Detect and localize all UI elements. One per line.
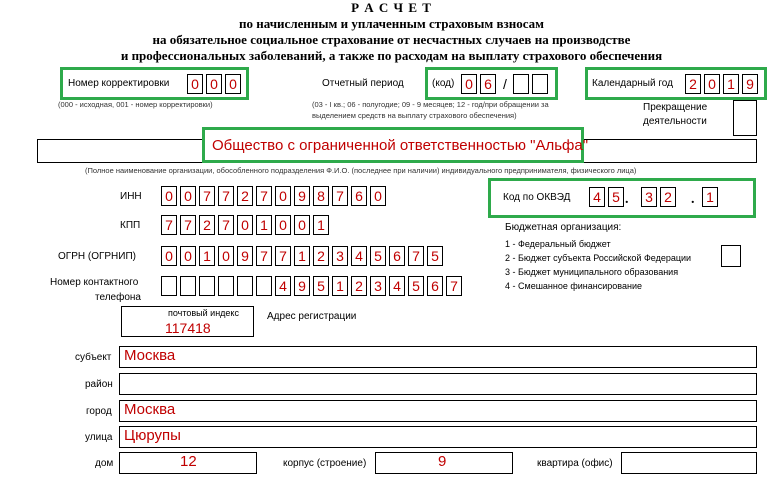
okved-dot-1: . [625,192,629,207]
phone-cell[interactable]: 9 [294,276,310,296]
ogrn-cell[interactable]: 7 [275,246,291,266]
ogrn-cell[interactable]: 5 [370,246,386,266]
ogrn-cell[interactable]: 6 [389,246,405,266]
house-value: 12 [180,453,197,470]
period-code-field[interactable] [461,74,499,94]
kpp-cell[interactable]: 7 [180,215,196,235]
phone-cell[interactable] [256,276,272,296]
correction-field[interactable] [187,74,244,94]
building-value: 9 [438,453,447,470]
year-label: Календарный год [592,78,673,89]
phone-cell[interactable]: 7 [446,276,462,296]
kpp-cell[interactable]: 2 [199,215,215,235]
inn-cell[interactable]: 0 [370,186,386,206]
correction-cell[interactable]: 0 [225,74,241,94]
inn-cell[interactable]: 7 [199,186,215,206]
inn-cell[interactable]: 7 [332,186,348,206]
phone-label-2: телефона [95,292,141,303]
house-label: дом [95,458,114,469]
budget-item-2: 2 - Бюджет субъекта Российской Федерации [505,253,692,263]
period-extra-field[interactable] [513,74,551,94]
ogrn-label: ОГРН (ОГРНИП) [58,251,136,262]
postal-code-label: почтовый индекс [168,308,239,318]
correction-cell[interactable]: 0 [187,74,203,94]
ogrn-cell[interactable]: 7 [256,246,272,266]
ogrn-field[interactable] [161,246,446,266]
year-cell[interactable]: 1 [723,74,739,94]
okved-field-1[interactable] [589,187,627,207]
inn-cell[interactable]: 0 [275,186,291,206]
phone-cell[interactable] [180,276,196,296]
period-code-cell[interactable]: 6 [480,74,496,94]
period-label: Отчетный период [322,78,404,89]
termination-checkbox[interactable] [733,100,757,136]
correction-cell[interactable]: 0 [206,74,222,94]
subject-label: субъект [75,352,112,363]
form-subtitle-3: и профессиональных заболеваний, а также по расходам на выплату страхового обеспечения [120,48,663,63]
organization-name: Общество с ограниченной ответственностью "Альфа" [212,137,589,154]
budget-title: Бюджетная организация: [505,222,622,233]
kpp-cell[interactable]: 0 [237,215,253,235]
inn-cell[interactable]: 6 [351,186,367,206]
okved-cell[interactable]: 3 [641,187,657,207]
ogrn-cell[interactable]: 7 [408,246,424,266]
inn-field[interactable] [161,186,389,206]
inn-cell[interactable]: 2 [237,186,253,206]
flat-field[interactable] [621,452,757,474]
period-note-1: (03 - I кв.; 06 - полугодие; 09 - 9 месяцев; 12 - год/при обращении за [312,100,549,109]
okved-cell[interactable]: 4 [589,187,605,207]
termination-label-1: Прекращение [643,102,708,113]
inn-cell[interactable]: 0 [180,186,196,206]
phone-cell[interactable]: 3 [370,276,386,296]
district-label: район [85,379,113,390]
okved-cell[interactable]: 2 [660,187,676,207]
kpp-cell[interactable]: 1 [313,215,329,235]
okved-cell[interactable]: 5 [608,187,624,207]
phone-cell[interactable]: 1 [332,276,348,296]
kpp-cell[interactable]: 7 [161,215,177,235]
period-slash: / [503,76,507,92]
period-extra-cell[interactable] [532,74,548,94]
phone-cell[interactable] [237,276,253,296]
kpp-label: КПП [120,220,141,231]
termination-label-2: деятельности [643,116,707,127]
phone-cell[interactable] [199,276,215,296]
organization-note: (Полное наименование организации, обособленного подразделения Ф.И.О. (последнее при наличии) индивидуального предпринимателя, физического лица) [85,166,637,175]
ogrn-cell[interactable]: 5 [427,246,443,266]
inn-cell[interactable]: 7 [256,186,272,206]
phone-cell[interactable]: 2 [351,276,367,296]
ogrn-cell[interactable]: 4 [351,246,367,266]
period-code-cell[interactable]: 0 [461,74,477,94]
district-field[interactable] [119,373,757,395]
form-subtitle-2: на обязательное социальное страхование от несчастных случаев на производстве [152,32,631,47]
building-label: корпус (строение) [283,458,367,469]
okved-field-3[interactable] [702,187,721,207]
street-label: улица [85,432,113,443]
correction-label: Номер корректировки [68,78,170,89]
phone-cell[interactable]: 4 [275,276,291,296]
kpp-cell[interactable]: 7 [218,215,234,235]
form-subtitle-1: по начисленным и уплаченным страховым взносам [239,16,544,31]
inn-cell[interactable]: 8 [313,186,329,206]
inn-cell[interactable]: 0 [161,186,177,206]
period-code-label: (код) [432,78,455,89]
budget-item-1: 1 - Федеральный бюджет [505,239,611,249]
year-cell[interactable]: 0 [704,74,720,94]
kpp-cell[interactable]: 1 [256,215,272,235]
year-cell[interactable]: 2 [685,74,701,94]
ogrn-cell[interactable]: 0 [161,246,177,266]
city-value: Москва [124,401,176,418]
kpp-cell[interactable]: 0 [294,215,310,235]
budget-item-4: 4 - Смешанное финансирование [505,281,642,291]
street-value: Цюрупы [124,427,181,444]
ogrn-cell[interactable]: 0 [218,246,234,266]
address-title: Адрес регистрации [267,311,357,322]
ogrn-cell[interactable]: 9 [237,246,253,266]
phone-cell[interactable]: 5 [408,276,424,296]
phone-cell[interactable] [161,276,177,296]
correction-note: (000 - исходная, 001 - номер корректировки) [58,100,213,109]
phone-cell[interactable]: 5 [313,276,329,296]
city-label: город [86,406,112,417]
inn-label: ИНН [120,191,142,202]
period-note-2: выделением средств на выплату страхового обеспечения) [312,111,517,120]
okved-cell[interactable]: 1 [702,187,718,207]
phone-cell[interactable]: 6 [427,276,443,296]
subject-field[interactable] [119,346,757,368]
phone-field[interactable] [161,276,465,296]
year-cell[interactable]: 9 [742,74,758,94]
city-field[interactable] [119,400,757,422]
budget-item-3: 3 - Бюджет муниципального образования [505,267,679,277]
budget-type-checkbox[interactable] [721,245,741,267]
ogrn-cell[interactable]: 1 [294,246,310,266]
inn-cell[interactable]: 9 [294,186,310,206]
form-title: Р А С Ч Е Т [351,0,432,15]
kpp-field[interactable] [161,215,332,235]
phone-label-1: Номер контактного [50,277,139,288]
year-field[interactable] [685,74,761,94]
okved-field-2[interactable] [641,187,679,207]
inn-cell[interactable]: 7 [218,186,234,206]
postal-code-value: 117418 [165,320,211,336]
ogrn-cell[interactable]: 0 [180,246,196,266]
kpp-cell[interactable]: 0 [275,215,291,235]
phone-cell[interactable]: 4 [389,276,405,296]
phone-cell[interactable] [218,276,234,296]
ogrn-cell[interactable]: 3 [332,246,348,266]
okved-dot-2: . [691,192,695,207]
flat-label: квартира (офис) [537,458,613,469]
street-field[interactable] [119,426,757,448]
subject-value: Москва [124,347,176,364]
ogrn-cell[interactable]: 2 [313,246,329,266]
ogrn-cell[interactable]: 1 [199,246,215,266]
period-extra-cell[interactable] [513,74,529,94]
okved-label: Код по ОКВЭД [503,192,571,203]
